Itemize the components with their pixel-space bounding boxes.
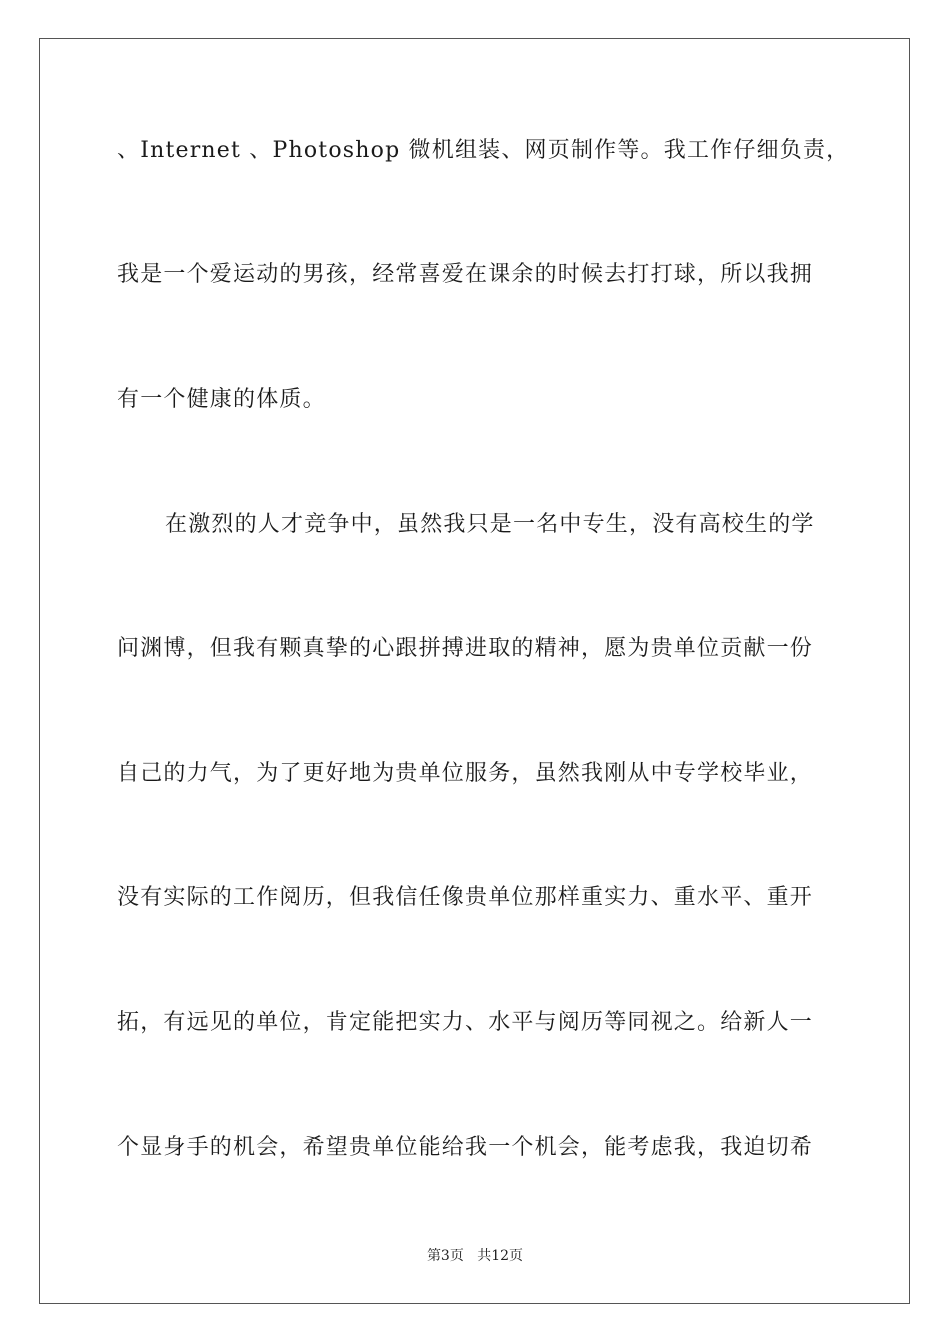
page-total: 共12页 [477, 1248, 524, 1264]
body-line-6: 自己的力气，为了更好地为贵单位服务，虽然我刚从中专学校毕业， [117, 761, 814, 786]
page-number: 第3页 [426, 1248, 464, 1264]
page-footer [0, 1247, 950, 1265]
body-line-5: 问渊博，但我有颗真挚的心跟拼搏进取的精神，愿为贵单位贡献一份 [117, 636, 814, 661]
body-line-8: 拓，有远见的单位，肯定能把实力、水平与阅历等同视之。给新人一 [117, 1010, 814, 1035]
body-line-1: 、Internet 、Photoshop 微机组装、网页制作等。我工作仔细负责， [117, 138, 850, 163]
body-line-7: 没有实际的工作阅历，但我信任像贵单位那样重实力、重水平、重开 [117, 885, 814, 910]
body-line-2: 我是一个爱运动的男孩，经常喜爱在课余的时候去打打球，所以我拥 [117, 262, 814, 287]
body-line-4: 在激烈的人才竞争中，虽然我只是一名中专生，没有高校生的学 [165, 512, 815, 537]
body-line-3: 有一个健康的体质。 [117, 387, 326, 412]
body-line-9: 个显身手的机会，希望贵单位能给我一个机会，能考虑我，我迫切希 [117, 1135, 814, 1160]
page-border [39, 38, 910, 1304]
